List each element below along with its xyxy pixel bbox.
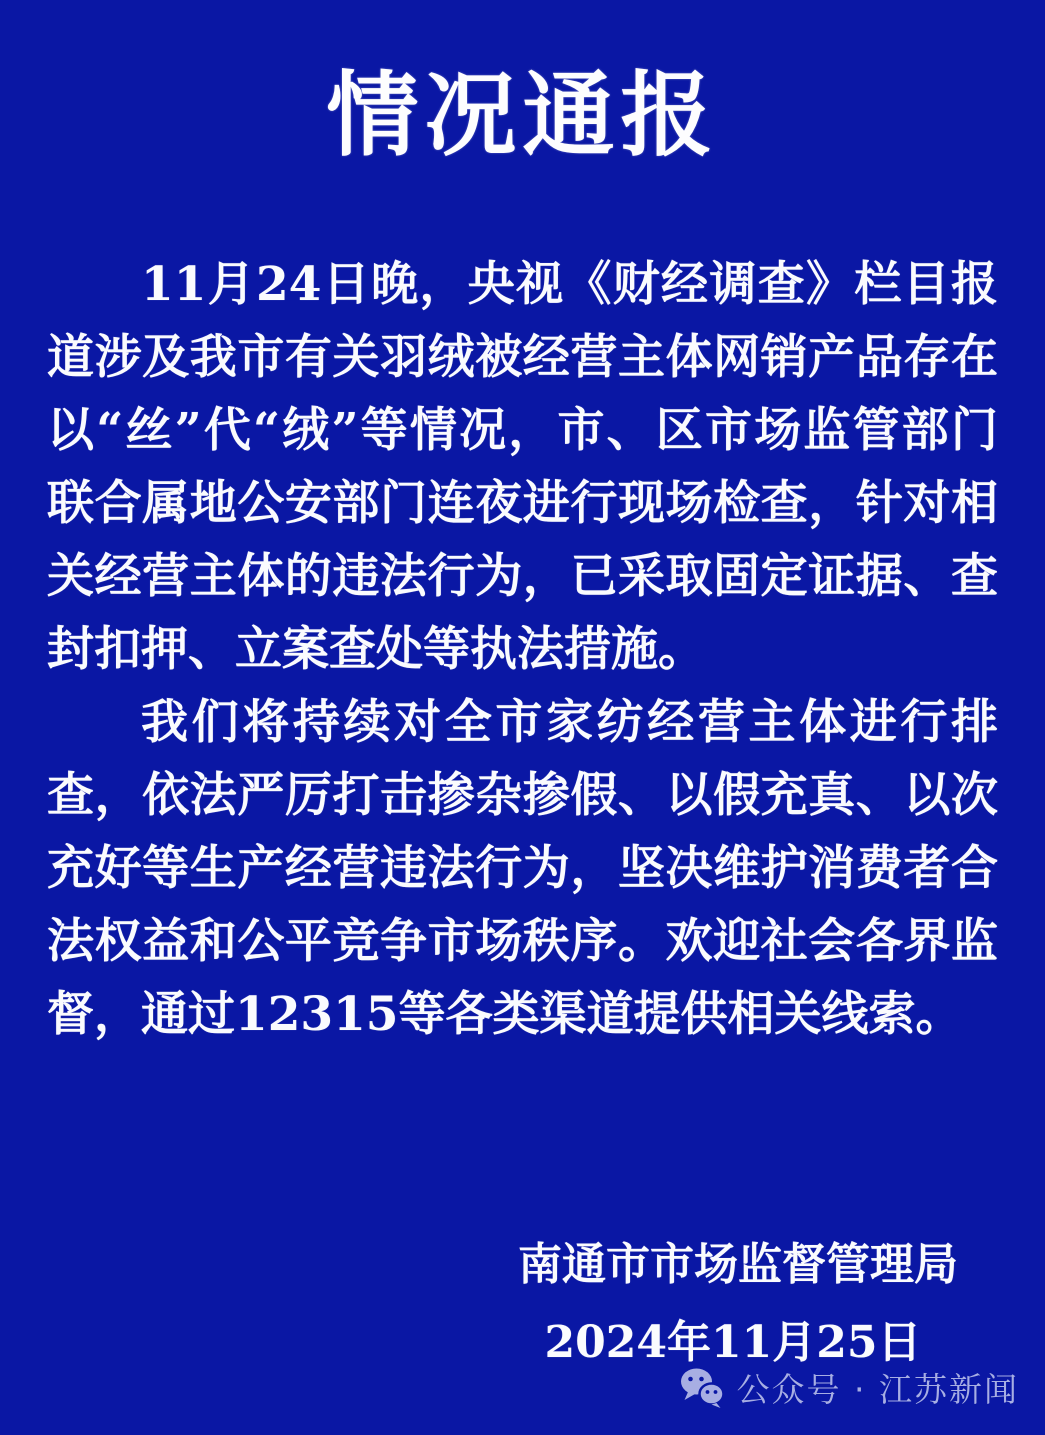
wechat-icon (680, 1368, 724, 1408)
notice-paragraph: 我们将持续对全市家纺经营主体进行排查，依法严厉打击掺杂掺假、以假充真、以次充好等生产经营违法行为，坚决维护消费者合法权益和公平竞争市场秩序。欢迎社会各界监督，通过12315等各类渠道提供相关线索。 (47, 695, 998, 1042)
watermark-label: 公众号 · 江苏新闻 (736, 1370, 1019, 1409)
signature-block (518, 1226, 958, 1382)
watermark (680, 1364, 1019, 1411)
notice-body (47, 248, 998, 1051)
issuer-name: 南通市市场监督管理局 (518, 1239, 958, 1290)
issue-date: 2024年11月25日 (544, 1317, 922, 1368)
notice-title: 情况通报 (326, 61, 719, 169)
notice-paragraph: 11月24日晚，央视《财经调查》栏目报道涉及我市有关羽绒被经营主体网销产品存在以“丝”代“绒”等情况，市、区市场监管部门联合属地公安部门连夜进行现场检查，针对相关经营主体的违法行为，已采取固定证据、查封扣押、立案查处等执法措施。 (47, 257, 998, 677)
